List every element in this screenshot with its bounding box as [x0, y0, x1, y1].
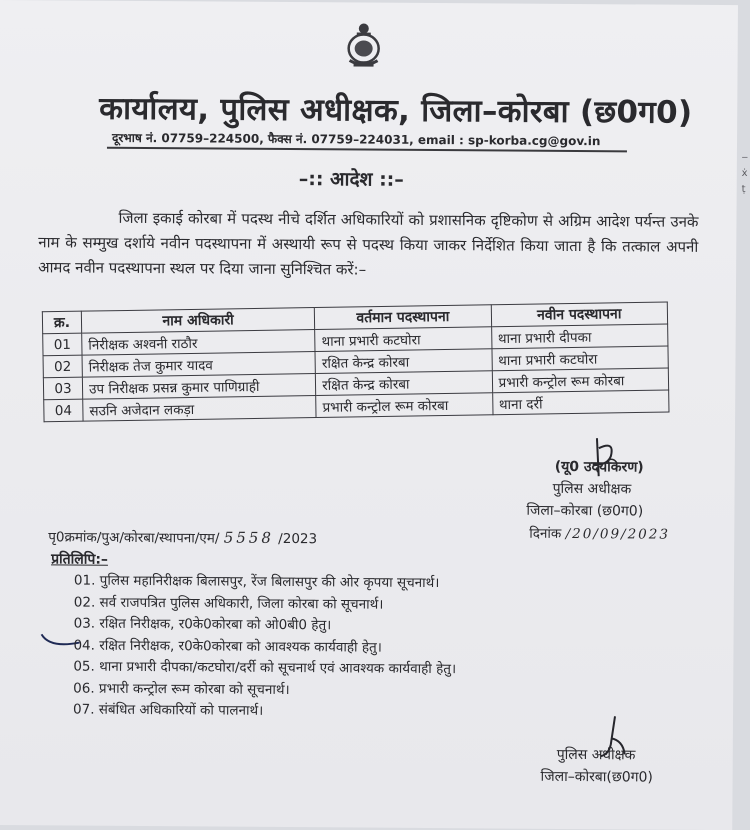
footer-district: जिला–कोरबा(छ0ग0) — [540, 768, 653, 786]
date-label: दिनांक — [529, 525, 562, 542]
edge-mark: ṭ — [741, 184, 746, 195]
contact-line: दूरभाष नं. 07759–224500, फैक्स नं. 07759–224031, email : sp-korba.cg@gov.in — [111, 130, 601, 149]
list-item: 03. रक्षित निरीक्षक, र0के0कोरबा को ओ0बी0 हेतु। — [73, 615, 332, 634]
signatory-district: जिला–कोरबा (छ0ग0) — [526, 502, 644, 520]
list-item: 06. प्रभारी कन्ट्रोल रूम कोरबा को सूचनार्थ। — [73, 680, 290, 698]
footer-signatory — [541, 744, 654, 789]
copy-heading: प्रतिलिपि:– — [51, 551, 109, 568]
signatory-designation: पुलिस अधीक्षक — [552, 480, 632, 498]
cell-new-posting: प्रभारी कन्ट्रोल रूम कोरबा — [492, 368, 669, 393]
cell-officer-name: सउनि अजेदान लकड़ा — [83, 396, 317, 422]
order-date-line — [529, 524, 670, 543]
cell-new-posting: थाना दर्री — [492, 390, 669, 415]
police-emblem-icon — [344, 20, 384, 68]
date-value: /20/09/2023 — [565, 525, 671, 543]
col-header-new-posting: नवीन पदस्थापना — [491, 302, 668, 327]
list-item: 04. रक्षित निरीक्षक, र0के0कोरबा को आवश्यक कार्यवाही हेतु। — [73, 637, 382, 656]
reference-prefix: पृ0क्रमांक/पुअ/कोरबा/स्थापना/एम/ — [48, 529, 220, 547]
cell-current-posting: थाना प्रभारी कटघोरा — [315, 327, 492, 352]
reference-year: /2023 — [278, 530, 318, 548]
cell-serial: 02 — [43, 355, 82, 378]
edge-mark: ‒ — [741, 152, 748, 163]
list-item: 07. संबंधित अधिकारियों को पालनार्थ। — [72, 701, 264, 719]
list-item: 01. पुलिस महानिरीक्षक बिलासपुर, रेंज बिलासपुर की ओर कृपया सूचनार्थ। — [73, 572, 440, 592]
postings-table — [42, 301, 670, 422]
cell-current-posting: रक्षित केन्द्र कोरबा — [316, 371, 493, 396]
order-paragraph: जिला इकाई कोरबा में पदस्थ नीचे दर्शित अधिकारियों को प्रशासनिक दृष्टिकोण से अग्रिम आदेश पर्यन्त उनके नाम के सम्मुख दर्शाये नवीन पदस्थापना में अस्थायी रूप से पदस्थ किया जाकर निर्देशित किया जाता है कि तत्काल अपनी आमद नवीन पदस्थापना स्थल पर दिया जाना सुनिश्चित करें:– — [38, 208, 699, 279]
cell-officer-name: निरीक्षक अश्वनी राठौर — [82, 330, 316, 356]
reference-number-line — [48, 527, 317, 547]
col-header-officer-name: नाम अधिकारी — [81, 308, 315, 334]
edge-marks — [742, 150, 748, 198]
cell-serial: 03 — [43, 377, 82, 400]
office-title: कार्यालय, पुलिस अधीक्षक, जिला–कोरबा (छ0ग0) — [99, 90, 693, 131]
signatory-block — [526, 456, 643, 523]
reference-number: 5558 — [223, 528, 274, 547]
edge-mark: ẋ — [741, 168, 748, 179]
cell-new-posting: थाना प्रभारी दीपका — [491, 324, 668, 349]
list-item: 02. सर्व राजपत्रित पुलिस अधिकारी, जिला कोरबा को सूचनार्थ। — [73, 594, 384, 613]
col-header-current-posting: वर्तमान पदस्थापना — [314, 305, 491, 330]
cell-current-posting: प्रभारी कन्ट्रोल रूम कोरबा — [316, 393, 493, 418]
cell-current-posting: रक्षित केन्द्र कोरबा — [315, 349, 492, 374]
signatory-name: (यू0 उदयकिरण) — [554, 458, 644, 476]
cell-officer-name: निरीक्षक तेज कुमार यादव — [82, 352, 316, 378]
order-heading: –:: आदेश ::– — [298, 168, 404, 191]
cell-officer-name: उप निरीक्षक प्रसन्न कुमार पाणिग्राही — [82, 374, 316, 400]
cell-serial: 01 — [43, 333, 82, 356]
cell-serial: 04 — [44, 399, 83, 422]
footer-designation: पुलिस अधीक्षक — [556, 746, 636, 764]
copy-list — [73, 571, 457, 724]
cell-new-posting: थाना प्रभारी कटघोरा — [492, 346, 669, 371]
col-header-serial: क्र. — [42, 311, 81, 334]
list-item: 05. थाना प्रभारी दीपका/कटघोरा/दर्री को सूचनार्थ एवं आवश्यक कार्यवाही हेतु। — [73, 658, 457, 678]
